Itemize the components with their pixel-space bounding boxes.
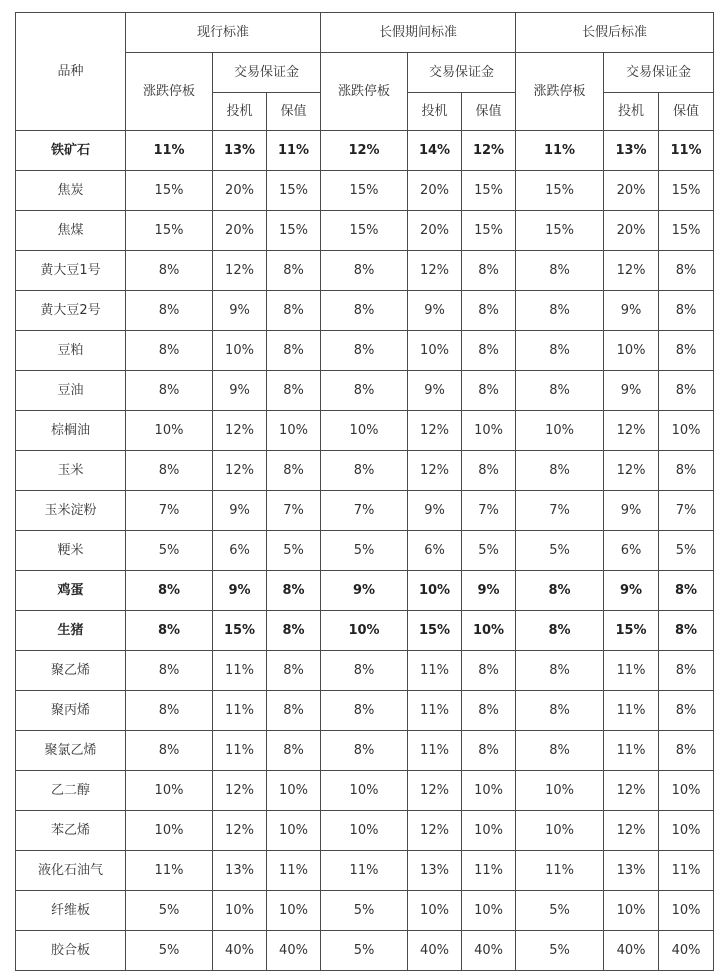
value-cell: 10%: [659, 891, 714, 931]
value-cell: 8%: [462, 451, 516, 491]
value-cell: 13%: [604, 851, 659, 891]
value-cell: 8%: [516, 731, 604, 771]
value-cell: 8%: [321, 451, 408, 491]
variety-cell: 聚乙烯: [16, 651, 126, 691]
value-cell: 11%: [659, 851, 714, 891]
variety-cell: 纤维板: [16, 891, 126, 931]
value-cell: 6%: [408, 531, 462, 571]
value-cell: 8%: [321, 691, 408, 731]
value-cell: 9%: [604, 291, 659, 331]
value-cell: 12%: [408, 251, 462, 291]
value-cell: 8%: [126, 451, 213, 491]
value-cell: 11%: [659, 131, 714, 171]
table-row: [16, 931, 714, 971]
value-cell: 12%: [604, 811, 659, 851]
value-cell: 10%: [321, 611, 408, 651]
value-cell: 11%: [516, 131, 604, 171]
table-row: [16, 811, 714, 851]
variety-cell: 焦煤: [16, 211, 126, 251]
table-row: [16, 891, 714, 931]
value-cell: 8%: [267, 571, 321, 611]
value-cell: 10%: [213, 331, 267, 371]
value-cell: 10%: [462, 811, 516, 851]
table-row: [16, 571, 714, 611]
variety-cell: 豆粕: [16, 331, 126, 371]
value-cell: 8%: [659, 371, 714, 411]
table-row: [16, 531, 714, 571]
header-hedge: 保值: [659, 93, 714, 131]
value-cell: 6%: [213, 531, 267, 571]
table-row: [16, 411, 714, 451]
value-cell: 11%: [408, 731, 462, 771]
value-cell: 11%: [516, 851, 604, 891]
variety-cell: 苯乙烯: [16, 811, 126, 851]
value-cell: 10%: [267, 411, 321, 451]
value-cell: 20%: [604, 171, 659, 211]
value-cell: 8%: [516, 291, 604, 331]
value-cell: 8%: [267, 371, 321, 411]
value-cell: 12%: [408, 411, 462, 451]
header-speculation: 投机: [408, 93, 462, 131]
value-cell: 15%: [462, 211, 516, 251]
value-cell: 10%: [462, 891, 516, 931]
value-cell: 10%: [267, 891, 321, 931]
value-cell: 13%: [604, 131, 659, 171]
variety-cell: 黄大豆2号: [16, 291, 126, 331]
value-cell: 9%: [213, 571, 267, 611]
value-cell: 12%: [604, 771, 659, 811]
table-row: [16, 251, 714, 291]
value-cell: 11%: [321, 851, 408, 891]
value-cell: 40%: [604, 931, 659, 971]
value-cell: 8%: [659, 611, 714, 651]
table-row: [16, 451, 714, 491]
value-cell: 9%: [213, 291, 267, 331]
value-cell: 8%: [659, 331, 714, 371]
value-cell: 10%: [659, 771, 714, 811]
value-cell: 10%: [267, 771, 321, 811]
value-cell: 8%: [321, 731, 408, 771]
value-cell: 20%: [604, 211, 659, 251]
value-cell: 15%: [659, 171, 714, 211]
value-cell: 40%: [267, 931, 321, 971]
value-cell: 8%: [516, 251, 604, 291]
value-cell: 10%: [321, 811, 408, 851]
table-row: [16, 331, 714, 371]
value-cell: 10%: [213, 891, 267, 931]
variety-cell: 棕榈油: [16, 411, 126, 451]
value-cell: 8%: [462, 291, 516, 331]
value-cell: 12%: [408, 451, 462, 491]
value-cell: 7%: [126, 491, 213, 531]
variety-cell: 铁矿石: [16, 131, 126, 171]
header-margin: 交易保证金: [408, 53, 516, 93]
value-cell: 10%: [408, 331, 462, 371]
value-cell: 8%: [462, 331, 516, 371]
value-cell: 9%: [408, 291, 462, 331]
value-cell: 9%: [604, 491, 659, 531]
value-cell: 8%: [462, 691, 516, 731]
value-cell: 12%: [213, 811, 267, 851]
value-cell: 7%: [516, 491, 604, 531]
value-cell: 8%: [321, 651, 408, 691]
variety-cell: 焦炭: [16, 171, 126, 211]
value-cell: 10%: [408, 571, 462, 611]
header-speculation: 投机: [604, 93, 659, 131]
value-cell: 10%: [321, 771, 408, 811]
variety-cell: 液化石油气: [16, 851, 126, 891]
table-row: [16, 171, 714, 211]
value-cell: 5%: [516, 531, 604, 571]
value-cell: 15%: [321, 211, 408, 251]
value-cell: 15%: [408, 611, 462, 651]
table-row: [16, 131, 714, 171]
value-cell: 8%: [516, 331, 604, 371]
header-group-current: 现行标准: [126, 13, 321, 53]
value-cell: 5%: [516, 891, 604, 931]
table-row: [16, 691, 714, 731]
value-cell: 8%: [126, 571, 213, 611]
value-cell: 9%: [213, 371, 267, 411]
value-cell: 11%: [267, 131, 321, 171]
table-row: [16, 651, 714, 691]
value-cell: 8%: [126, 611, 213, 651]
value-cell: 10%: [126, 411, 213, 451]
value-cell: 8%: [462, 251, 516, 291]
value-cell: 13%: [213, 131, 267, 171]
header-limit: 涨跌停板: [126, 53, 213, 131]
value-cell: 40%: [659, 931, 714, 971]
header-group-after: 长假后标准: [516, 13, 714, 53]
variety-cell: 黄大豆1号: [16, 251, 126, 291]
header-variety: 品种: [16, 13, 126, 131]
value-cell: 8%: [267, 251, 321, 291]
value-cell: 5%: [321, 891, 408, 931]
variety-cell: 玉米淀粉: [16, 491, 126, 531]
value-cell: 12%: [604, 411, 659, 451]
value-cell: 15%: [659, 211, 714, 251]
value-cell: 11%: [462, 851, 516, 891]
header-margin: 交易保证金: [604, 53, 714, 93]
value-cell: 9%: [321, 571, 408, 611]
value-cell: 7%: [321, 491, 408, 531]
value-cell: 5%: [516, 931, 604, 971]
value-cell: 8%: [126, 251, 213, 291]
value-cell: 8%: [267, 651, 321, 691]
value-cell: 10%: [462, 611, 516, 651]
value-cell: 8%: [126, 371, 213, 411]
value-cell: 12%: [604, 451, 659, 491]
value-cell: 12%: [604, 251, 659, 291]
variety-cell: 粳米: [16, 531, 126, 571]
value-cell: 7%: [462, 491, 516, 531]
value-cell: 8%: [126, 331, 213, 371]
value-cell: 8%: [516, 651, 604, 691]
variety-cell: 鸡蛋: [16, 571, 126, 611]
table-body: [16, 131, 714, 971]
value-cell: 11%: [126, 851, 213, 891]
value-cell: 13%: [408, 851, 462, 891]
value-cell: 5%: [321, 931, 408, 971]
table-row: [16, 731, 714, 771]
value-cell: 10%: [462, 771, 516, 811]
value-cell: 40%: [213, 931, 267, 971]
value-cell: 9%: [408, 491, 462, 531]
value-cell: 9%: [213, 491, 267, 531]
header-limit: 涨跌停板: [321, 53, 408, 131]
value-cell: 40%: [408, 931, 462, 971]
header-hedge: 保值: [267, 93, 321, 131]
value-cell: 8%: [126, 651, 213, 691]
value-cell: 10%: [126, 811, 213, 851]
value-cell: 8%: [321, 371, 408, 411]
value-cell: 8%: [516, 571, 604, 611]
value-cell: 8%: [267, 331, 321, 371]
header-group-holiday: 长假期间标准: [321, 13, 516, 53]
value-cell: 8%: [126, 291, 213, 331]
value-cell: 12%: [213, 451, 267, 491]
value-cell: 10%: [516, 411, 604, 451]
value-cell: 12%: [321, 131, 408, 171]
value-cell: 8%: [659, 451, 714, 491]
value-cell: 15%: [462, 171, 516, 211]
value-cell: 8%: [659, 291, 714, 331]
value-cell: 5%: [659, 531, 714, 571]
value-cell: 8%: [321, 331, 408, 371]
value-cell: 5%: [321, 531, 408, 571]
value-cell: 7%: [659, 491, 714, 531]
value-cell: 20%: [408, 171, 462, 211]
value-cell: 8%: [516, 371, 604, 411]
value-cell: 10%: [604, 891, 659, 931]
value-cell: 9%: [408, 371, 462, 411]
variety-cell: 生猪: [16, 611, 126, 651]
value-cell: 20%: [213, 171, 267, 211]
value-cell: 8%: [267, 451, 321, 491]
margin-table: [15, 12, 714, 971]
table-row: [16, 211, 714, 251]
value-cell: 8%: [321, 291, 408, 331]
variety-cell: 胶合板: [16, 931, 126, 971]
header-margin: 交易保证金: [213, 53, 321, 93]
table-row: [16, 771, 714, 811]
value-cell: 8%: [659, 731, 714, 771]
value-cell: 8%: [516, 611, 604, 651]
cut-off-text-strip: [0, 968, 728, 979]
value-cell: 10%: [659, 811, 714, 851]
header-hedge: 保值: [462, 93, 516, 131]
value-cell: 15%: [267, 171, 321, 211]
value-cell: 11%: [408, 651, 462, 691]
value-cell: 10%: [659, 411, 714, 451]
value-cell: 10%: [516, 771, 604, 811]
value-cell: 10%: [408, 891, 462, 931]
value-cell: 15%: [604, 611, 659, 651]
table-row: [16, 491, 714, 531]
value-cell: 15%: [516, 211, 604, 251]
table-row: [16, 851, 714, 891]
value-cell: 15%: [267, 211, 321, 251]
value-cell: 8%: [516, 691, 604, 731]
value-cell: 8%: [267, 291, 321, 331]
value-cell: 40%: [462, 931, 516, 971]
value-cell: 15%: [516, 171, 604, 211]
value-cell: 15%: [213, 611, 267, 651]
value-cell: 10%: [516, 811, 604, 851]
value-cell: 12%: [213, 411, 267, 451]
value-cell: 12%: [213, 771, 267, 811]
value-cell: 8%: [659, 651, 714, 691]
value-cell: 10%: [604, 331, 659, 371]
value-cell: 5%: [126, 891, 213, 931]
value-cell: 7%: [267, 491, 321, 531]
header-limit: 涨跌停板: [516, 53, 604, 131]
value-cell: 9%: [604, 371, 659, 411]
value-cell: 13%: [213, 851, 267, 891]
table-row: [16, 371, 714, 411]
header-speculation: 投机: [213, 93, 267, 131]
value-cell: 12%: [408, 811, 462, 851]
value-cell: 8%: [659, 691, 714, 731]
value-cell: 8%: [267, 691, 321, 731]
variety-cell: 聚丙烯: [16, 691, 126, 731]
variety-cell: 乙二醇: [16, 771, 126, 811]
value-cell: 6%: [604, 531, 659, 571]
value-cell: 8%: [462, 651, 516, 691]
value-cell: 15%: [126, 211, 213, 251]
value-cell: 12%: [408, 771, 462, 811]
value-cell: 5%: [267, 531, 321, 571]
value-cell: 10%: [267, 811, 321, 851]
value-cell: 11%: [604, 731, 659, 771]
value-cell: 11%: [408, 691, 462, 731]
value-cell: 9%: [462, 571, 516, 611]
value-cell: 9%: [604, 571, 659, 611]
value-cell: 8%: [267, 731, 321, 771]
value-cell: 8%: [462, 731, 516, 771]
value-cell: 5%: [126, 531, 213, 571]
value-cell: 8%: [126, 731, 213, 771]
value-cell: 8%: [267, 611, 321, 651]
value-cell: 11%: [213, 731, 267, 771]
value-cell: 11%: [604, 651, 659, 691]
value-cell: 12%: [213, 251, 267, 291]
variety-cell: 豆油: [16, 371, 126, 411]
value-cell: 8%: [321, 251, 408, 291]
value-cell: 11%: [213, 691, 267, 731]
value-cell: 15%: [126, 171, 213, 211]
value-cell: 8%: [462, 371, 516, 411]
table-row: [16, 291, 714, 331]
value-cell: 5%: [126, 931, 213, 971]
value-cell: 14%: [408, 131, 462, 171]
value-cell: 12%: [462, 131, 516, 171]
value-cell: 8%: [659, 571, 714, 611]
table-row: [16, 611, 714, 651]
value-cell: 11%: [213, 651, 267, 691]
value-cell: 11%: [604, 691, 659, 731]
value-cell: 8%: [659, 251, 714, 291]
value-cell: 8%: [126, 691, 213, 731]
value-cell: 8%: [516, 451, 604, 491]
variety-cell: 玉米: [16, 451, 126, 491]
value-cell: 20%: [408, 211, 462, 251]
value-cell: 10%: [126, 771, 213, 811]
value-cell: 20%: [213, 211, 267, 251]
value-cell: 11%: [126, 131, 213, 171]
value-cell: 10%: [462, 411, 516, 451]
value-cell: 15%: [321, 171, 408, 211]
value-cell: 11%: [267, 851, 321, 891]
value-cell: 10%: [321, 411, 408, 451]
variety-cell: 聚氯乙烯: [16, 731, 126, 771]
value-cell: 5%: [462, 531, 516, 571]
